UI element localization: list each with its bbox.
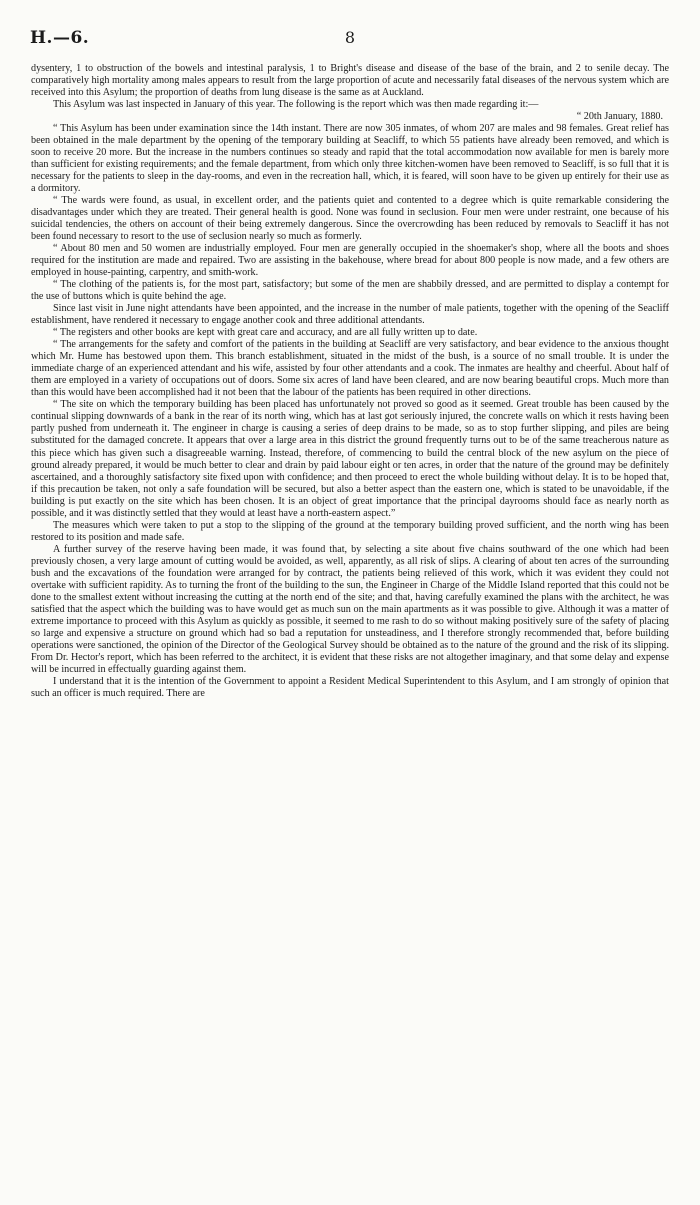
paragraph-survey: A further survey of the reserve having been made, it was found that, by selecting a site about five chains southward of the one which had been previously chosen, a very large amount of cutting would be avoided, as well, apparently, as all risk of slips. A clearing of about ten acres of the surrounding bush and the excavations of the foundation were arranged for by contract, the patients being relieved of this work, which it was evident they could not overtake with sufficient rapidity. As to turning the front of the building to the sun, the Engineer in Charge of the Middle Island reported that this could not be done to the smallest extent without increasing the cutting at the north end of the site; and that, having carefully examined the plans with the architect, he was satisfied that the aspect which the building was to have would get as much sun on the main apartments as it was possible to give. Although it was a matter of extreme importance to proceed with this Asylum as quickly as possible, it seemed to me rash to do so without making positively sure of the safety of placing so large and expensive a structure on ground which had so bad a reputation for unsteadiness, and I therefore strongly recommended that, before building operations were sanctioned, the opinion of the Director of the Geological Survey should be obtained as to the nature of the ground and the risk of its slipping. From Dr. Hector's report, which has been referred to the architect, it is evident that these risks are not altogether imaginary, and that some delay and expense will be incurred in effectually guarding against them. — [31, 543, 669, 675]
paragraph-inspection: This Asylum was last inspected in January of this year. The following is the report which was then made regarding it:— — [53, 99, 539, 111]
page-header — [30, 28, 670, 50]
paragraph-attendants: Since last visit in June night attendants have been appointed, and the increase in the number of male patients, together with the opening of the Seacliff establishment, have rendered it necessary to engage another cook and three additional attendants. — [31, 303, 669, 327]
paragraph-inmates: “ This Asylum has been under examination since the 14th instant. There are now 305 inmates, of whom 207 are males and 98 females. Great relief has been obtained in the male department by the opening of the temporary building at Seacliff, to which 55 patients have already been removed, and which is soon to receive 20 more. But the increase in the numbers continues so steady and rapid that the total accommodation now available for men is barely more than sufficient for existing requirements; and the female department, from which only three kitchen-women have been removed to Seacliff, is so full that it is necessary for the patients to sleep in the day-rooms, and even in the recreation hall, which, it is feared, will soon have to be given up entirely for their use as a dormitory. — [31, 123, 669, 195]
document-reference: H.—6. — [30, 28, 90, 48]
page-number: 8 — [344, 28, 356, 47]
page-body — [31, 63, 669, 700]
paragraph-measures: The measures which were taken to put a stop to the slipping of the ground at the temporary building proved sufficient, and the north wing has been restored to its position and made safe. — [31, 519, 669, 543]
paragraph-employment: “ About 80 men and 50 women are industrially employed. Four men are generally occupied in the shoemaker's shop, where all the boots and shoes required for the institution are made and repaired. Two are assisting in the bakehouse, where bread for about 800 people is now made, and a few others are employed in house-painting, carpentry, and smith-work. — [31, 243, 669, 279]
paragraph-superintendent: I understand that it is the intention of the Government to appoint a Resident Medical Superintendent to this Asylum, and I am strongly of opinion that such an officer is much required. There are — [31, 675, 669, 699]
paragraph-wards: “ The wards were found, as usual, in excellent order, and the patients quiet and contented to a degree which is quite remarkable considering the disadvantages under which they are treated. Their general health is good. None was found in seclusion. Four men were under restraint, one because of his suicidal tendencies, the others on account of their being extremely dangerous. Since the overcrowding has been reduced by removals to Seacliff it has not been found necessary to resort to the use of seclusion nearly so much as formerly. — [31, 195, 669, 243]
paragraph-site: “ The site on which the temporary building has been placed has unfortunately not proved so good as it seemed. Great trouble has been caused by the continual slipping downwards of a bank in the rear of its north wing, which has at last got seriously injured, the concrete walls on which it rests having been partly pushed from underneath it. The engineer in charge is causing a series of deep drains to be made, so as to stop further slipping, and piles are being substituted for the damaged concrete. It appears that over a large area in this district the ground frequently turns out to be of the same treacherous nature as this piece which has given such a disagreeable warning. Instead, therefore, of commencing to build the central block of the new asylum on the piece of ground already prepared, it would be much better to clear and drain by paid labour eight or ten acres, in order that the nature of the ground may be definitely ascertained, and a thoroughly satisfactory site fixed upon with confidence; and then proceed to erect the whole building without delay. It is to be hoped that, if this precaution be taken, not only a safe foundation will be secured, but also a better aspect than the eastern one, which is stated to be unavoidable, if the building is put exactly on the site which has been chosen. It is an object of great importance that the principal dayrooms should face as nearly north as possible, and it was distinctly settled that they would at least have a north-eastern aspect.” — [31, 399, 669, 519]
paragraph-registers: “ The registers and other books are kept with great care and accuracy, and are all fully written up to date. — [53, 327, 478, 339]
paragraph-seacliff-arrangements: “ The arrangements for the safety and comfort of the patients in the building at Seacliff are very satisfactory, and bear evidence to the anxious thought which Mr. Hume has bestowed upon them. This branch establishment, situated in the midst of the bush, is a source of no small trouble. It is under the immediate charge of an experienced attendant and his wife, assisted by four other attendants and a cook. The inmates are healthy and cheerful. About half of them are employed in a variety of occupations out of doors. Some six acres of land have been cleared, and are now bearing beautiful crops. Much more than than this would have been accomplished had it not been that the labour of the patients has been required in other directions. — [31, 339, 669, 399]
paragraph-dysentery: dysentery, 1 to obstruction of the bowels and intestinal paralysis, 1 to Bright's disease and disease of the base of the brain, and 2 to senile decay. The comparatively high mortality among males appears to result from the large proportion of acute and necessarily fatal diseases of the nervous system which are received into this Asylum; the proportion of deaths from lung disease is the same as at Auckland. — [31, 63, 669, 99]
paragraph-clothing: “ The clothing of the patients is, for the most part, satisfactory; but some of the men are shabbily dressed, and are permitted to display a contempt for the use of buttons which is quite behind the age. — [31, 279, 669, 303]
report-date: “ 20th January, 1880. — [576, 111, 663, 123]
